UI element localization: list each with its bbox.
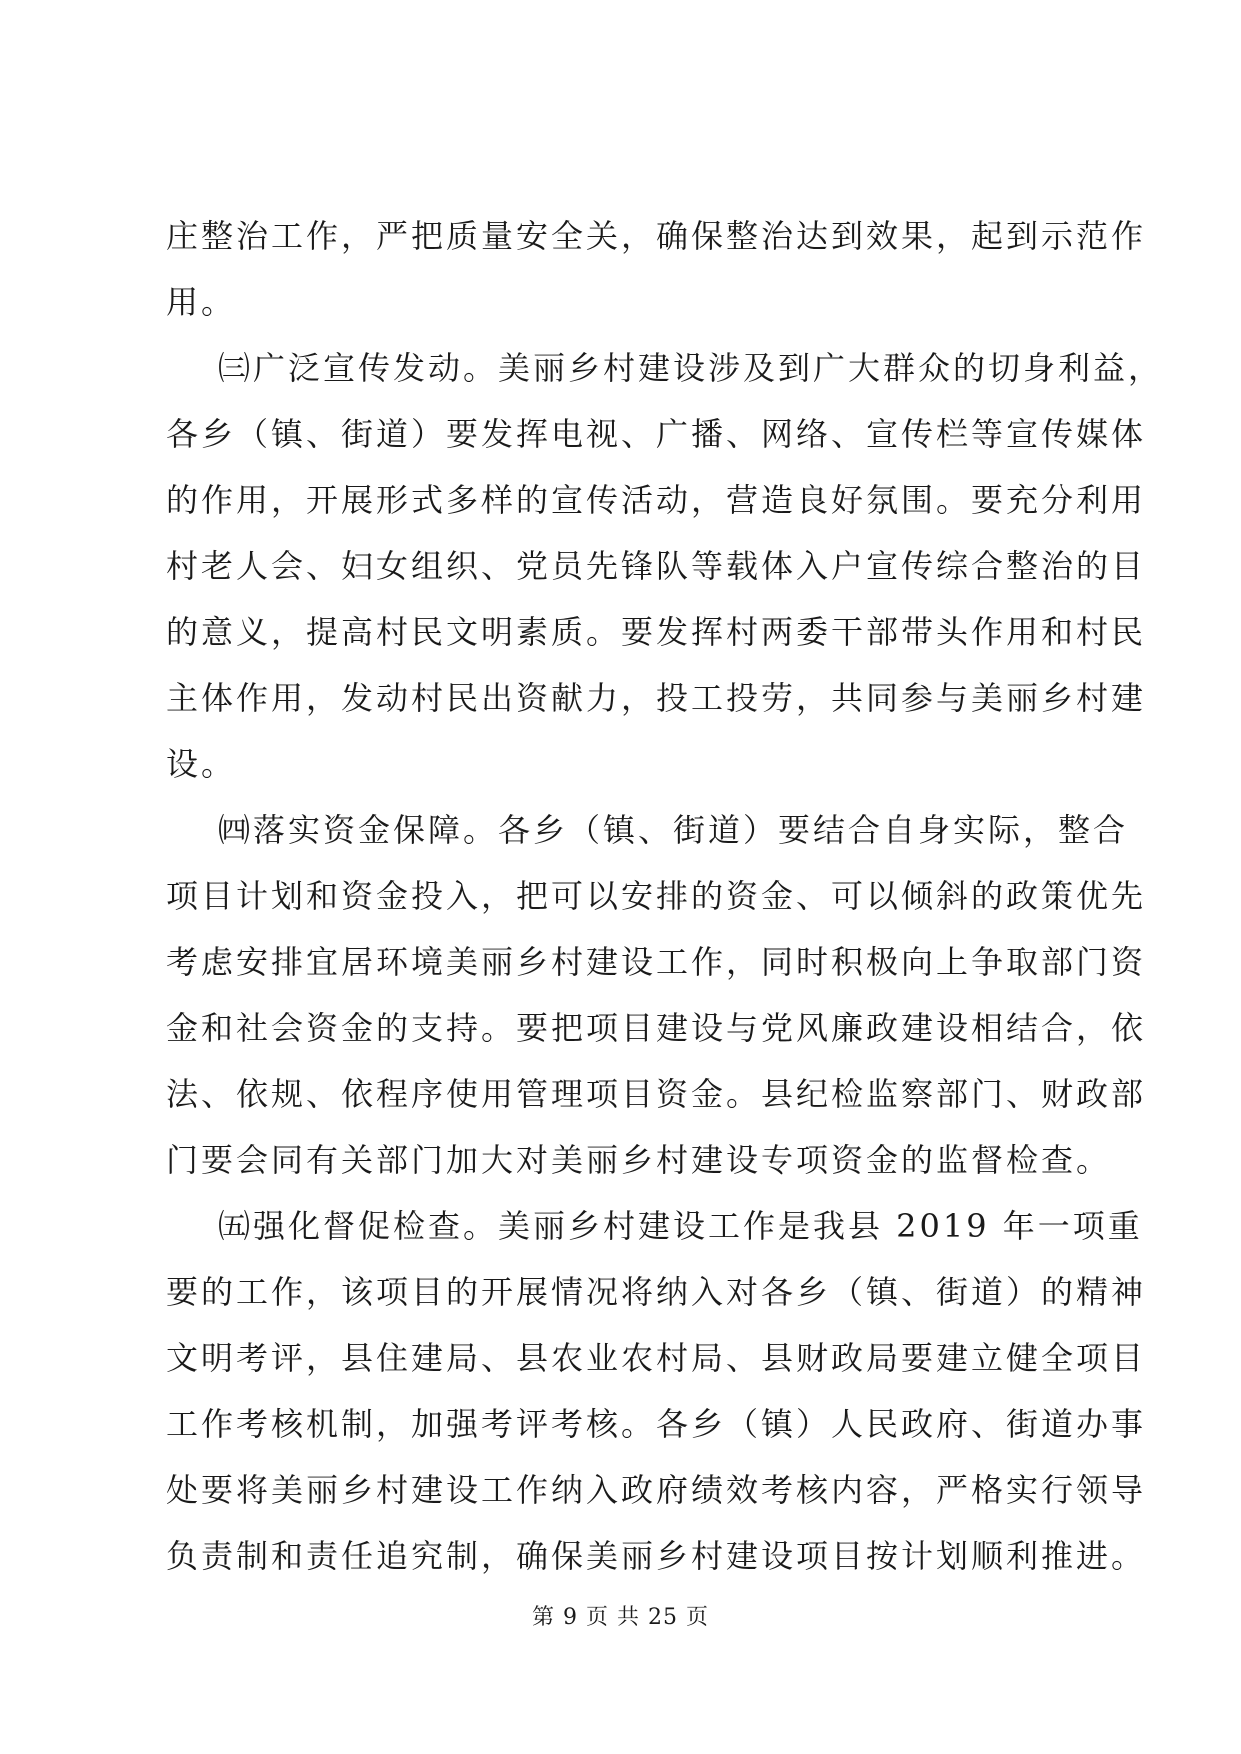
text-line: ㈣落实资金保障。各乡（镇、街道）要结合自身实际，整合 (218, 811, 1129, 849)
text-line: 设。 (166, 745, 237, 783)
text-line: 处要将美丽乡村建设工作纳入政府绩效考核内容，严格实行领导 (166, 1471, 1147, 1509)
body-text (166, 203, 1164, 1589)
text-line: ㈢广泛宣传发动。美丽乡村建设涉及到广大群众的切身利益， (218, 349, 1164, 387)
text-line: 金和社会资金的支持。要把项目建设与党风廉政建设相结合，依 (166, 1009, 1147, 1047)
text-line: 门要会同有关部门加大对美丽乡村建设专项资金的监督检查。 (166, 1141, 1112, 1179)
text-line: 负责制和责任追究制，确保美丽乡村建设项目按计划顺利推进。 (166, 1537, 1147, 1575)
text-line: 要的工作，该项目的开展情况将纳入对各乡（镇、街道）的精神 (166, 1273, 1147, 1311)
text-line: 村老人会、妇女组织、党员先锋队等载体入户宣传综合整治的目 (166, 547, 1147, 585)
text-line: 文明考评，县住建局、县农业农村局、县财政局要建立健全项目 (166, 1339, 1147, 1377)
text-line: 项目计划和资金投入，把可以安排的资金、可以倾斜的政策优先 (166, 877, 1147, 915)
text-line: 的作用，开展形式多样的宣传活动，营造良好氛围。要充分利用 (166, 481, 1147, 519)
text-line: 法、依规、依程序使用管理项目资金。县纪检监察部门、财政部 (166, 1075, 1147, 1113)
text-line: ㈤强化督促检查。美丽乡村建设工作是我县 2019 年一项重 (218, 1207, 1143, 1245)
text-line: 用。 (166, 283, 237, 321)
text-line: 庄整治工作，严把质量安全关，确保整治达到效果，起到示范作 (166, 217, 1147, 255)
text-line: 工作考核机制，加强考评考核。各乡（镇）人民政府、街道办事 (166, 1405, 1147, 1443)
text-line: 各乡（镇、街道）要发挥电视、广播、网络、宣传栏等宣传媒体 (166, 415, 1147, 453)
text-line: 考虑安排宜居环境美丽乡村建设工作，同时积极向上争取部门资 (166, 943, 1147, 981)
text-line: 的意义，提高村民文明素质。要发挥村两委干部带头作用和村民 (166, 613, 1147, 651)
text-line: 主体作用，发动村民出资献力，投工投劳，共同参与美丽乡村建 (166, 679, 1147, 717)
page-number-footer: 第 9 页 共 25 页 (532, 1605, 709, 1630)
